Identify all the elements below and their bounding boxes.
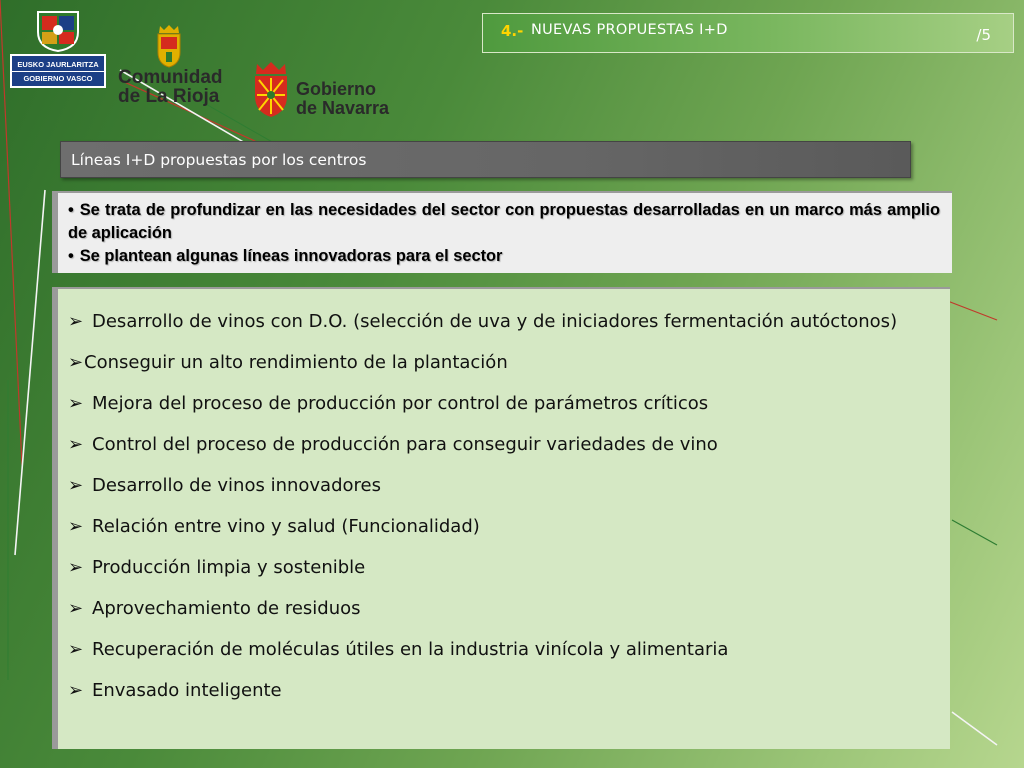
list-item xyxy=(68,506,937,547)
list-item-text: Desarrollo de vinos innovadores xyxy=(92,475,381,496)
navarra-coat-of-arms-icon xyxy=(252,60,290,118)
arrow-bullet-icon: ➢ xyxy=(68,393,84,414)
arrow-bullet-icon: ➢ xyxy=(68,434,84,455)
list-item xyxy=(68,588,937,629)
la-rioja-logo-line1: Comunidad xyxy=(118,67,223,88)
list-item-text: Desarrollo de vinos con D.O. (selección de uva y de iniciadores fermentación autóctonos) xyxy=(92,311,898,332)
summary-item-text: Se plantean algunas líneas innovadoras para el sector xyxy=(79,247,503,265)
navarra-logo-line1: Gobierno xyxy=(296,79,376,99)
basque-logo-line1: EUSKO JAURLARITZA xyxy=(12,58,104,72)
section-title: Líneas I+D propuestas por los centros xyxy=(71,151,367,169)
navarra-government-logo xyxy=(252,60,412,120)
arrow-bullet-icon: ➢ xyxy=(68,475,84,496)
arrow-bullet-icon: ➢ xyxy=(68,352,84,373)
basque-coat-of-arms-icon xyxy=(36,10,80,52)
summary-item xyxy=(68,199,940,245)
arrow-bullet-icon: ➢ xyxy=(68,680,84,701)
list-item xyxy=(68,670,937,711)
arrow-bullet-icon: ➢ xyxy=(68,639,84,660)
list-item-text: Producción limpia y sostenible xyxy=(92,557,366,578)
la-rioja-logo-line2: de La Rioja xyxy=(118,86,220,107)
page-number: /5 xyxy=(976,26,991,44)
list-item-text: Aprovechamiento de residuos xyxy=(92,598,361,619)
arrow-bullet-icon: ➢ xyxy=(68,516,84,537)
summary-box xyxy=(52,191,952,273)
navarra-logo-line2: de Navarra xyxy=(296,98,390,118)
list-item xyxy=(68,424,937,465)
summary-item xyxy=(68,245,940,268)
list-item xyxy=(68,547,937,588)
la-rioja-logo xyxy=(118,24,236,110)
slide-title-box xyxy=(482,13,1014,53)
list-item-text: Recuperación de moléculas útiles en la industria vinícola y alimentaria xyxy=(92,639,729,660)
basque-government-logo xyxy=(10,10,106,83)
bullet-icon: • xyxy=(68,201,74,219)
slide-title: NUEVAS PROPUESTAS I+D xyxy=(531,22,728,38)
arrow-bullet-icon: ➢ xyxy=(68,598,84,619)
title-number: 4.- xyxy=(501,22,524,40)
list-item-text: Relación entre vino y salud (Funcionalidad) xyxy=(92,516,480,537)
arrow-bullet-icon: ➢ xyxy=(68,557,84,578)
list-item-text: Envasado inteligente xyxy=(92,680,282,701)
bullet-icon: • xyxy=(68,247,74,265)
list-item xyxy=(68,629,937,670)
list-item-text: Conseguir un alto rendimiento de la plantación xyxy=(84,352,508,373)
list-item xyxy=(68,301,937,342)
summary-item-text: Se trata de profundizar en las necesidades del sector con propuestas desarrolladas en un marco más amplio de aplicación xyxy=(68,201,940,242)
research-lines-list xyxy=(52,287,950,749)
list-item-text: Control del proceso de producción para conseguir variedades de vino xyxy=(92,434,718,455)
list-item xyxy=(68,465,937,506)
section-header-bar xyxy=(60,141,911,178)
basque-logo-line2: GOBIERNO VASCO xyxy=(23,74,93,83)
list-item-text: Mejora del proceso de producción por control de parámetros críticos xyxy=(92,393,709,414)
list-item xyxy=(68,383,937,424)
la-rioja-coat-of-arms-icon xyxy=(154,24,184,68)
list-item xyxy=(68,342,937,383)
arrow-bullet-icon: ➢ xyxy=(68,311,84,332)
